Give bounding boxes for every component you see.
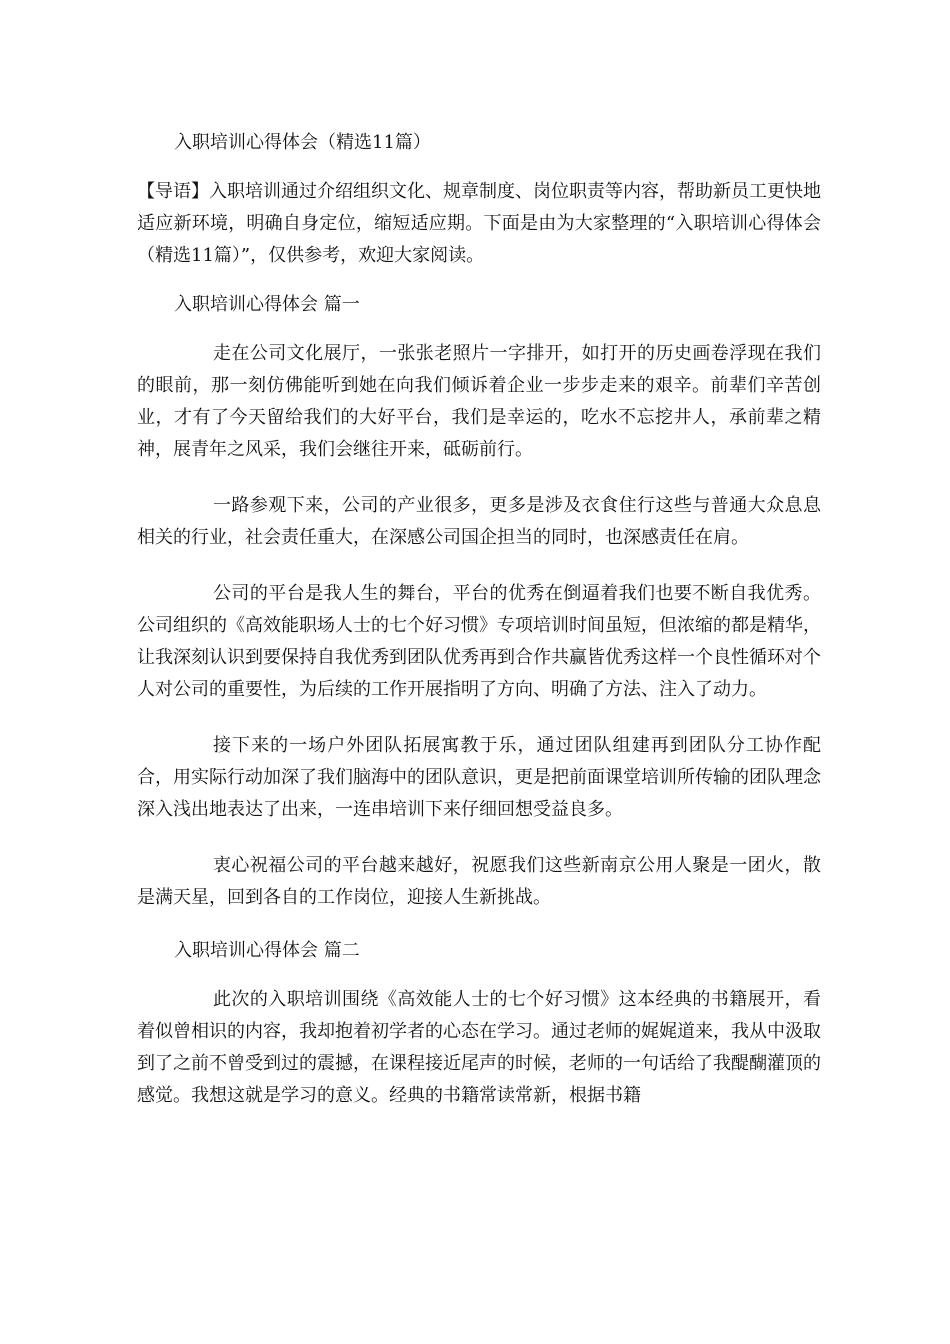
section-2-paragraph-1: 此次的入职培训围绕《高效能人士的七个好习惯》这本经典的书籍展开，看着似曾相识的内容，我却抱着初学者的心态在学习。通过老师的娓娓道来，我从中汲取到了之前不曾受到过的震撼，在课程接近尾声的时候，老师的一句话给了我醍醐灌顶的感觉。我想这就是学习的意义。经典的书籍常读常新，根据书籍 [137, 989, 821, 1106]
section-1-paragraph-4: 接下来的一场户外团队拓展寓教于乐，通过团队组建再到团队分工协作配合，用实际行动加深了我们脑海中的团队意识，更是把前面课堂培训所传输的团队理念深入浅出地表达了出来，一连串培训下来仔细回想受益良多。 [137, 735, 821, 820]
section-1-paragraph-2: 一路参观下来，公司的产业很多，更多是涉及衣食住行这些与普通大众息息相关的行业，社会责任重大，在深感公司国企担当的同时，也深感责任在肩。 [137, 495, 821, 548]
lead-paragraph: 【导语】入职培训通过介绍组织文化、规章制度、岗位职责等内容，帮助新员工更快地适应新环境，明确自身定位，缩短适应期。下面是由为大家整理的“入职培训心得体会（精选11篇）”，仅供参考，欢迎大家阅读。 [137, 181, 821, 266]
document-title: 入职培训心得体会（精选11篇） [174, 132, 431, 153]
section-heading-2: 入职培训心得体会 篇二 [174, 940, 360, 961]
section-1-paragraph-3: 公司的平台是我人生的舞台，平台的优秀在倒逼着我们也要不断自我优秀。公司组织的《高效能职场人士的七个好习惯》专项培训时间虽短，但浓缩的都是精华，让我深刻认识到要保持自我优秀到团队优秀再到合作共赢皆优秀这样一个良性循环对个人对公司的重要性，为后续的工作开展指明了方向、明确了方法、注入了动力。 [137, 583, 821, 700]
section-1-paragraph-5: 衷心祝福公司的平台越来越好，祝愿我们这些新南京公用人聚是一团火，散是满天星，回到各自的工作岗位，迎接人生新挑战。 [137, 855, 821, 908]
section-1-paragraph-1: 走在公司文化展厅，一张张老照片一字排开，如打开的历史画卷浮现在我们的眼前，那一刻仿佛能听到她在向我们倾诉着企业一步步走来的艰辛。前辈们辛苦创业，才有了今天留给我们的大好平台，我们是幸运的，吃水不忘挖井人，承前辈之精神，展青年之风采，我们会继往开来，砥砺前行。 [137, 343, 821, 460]
section-heading-1: 入职培训心得体会 篇一 [174, 294, 360, 315]
document-body [137, 130, 821, 1136]
